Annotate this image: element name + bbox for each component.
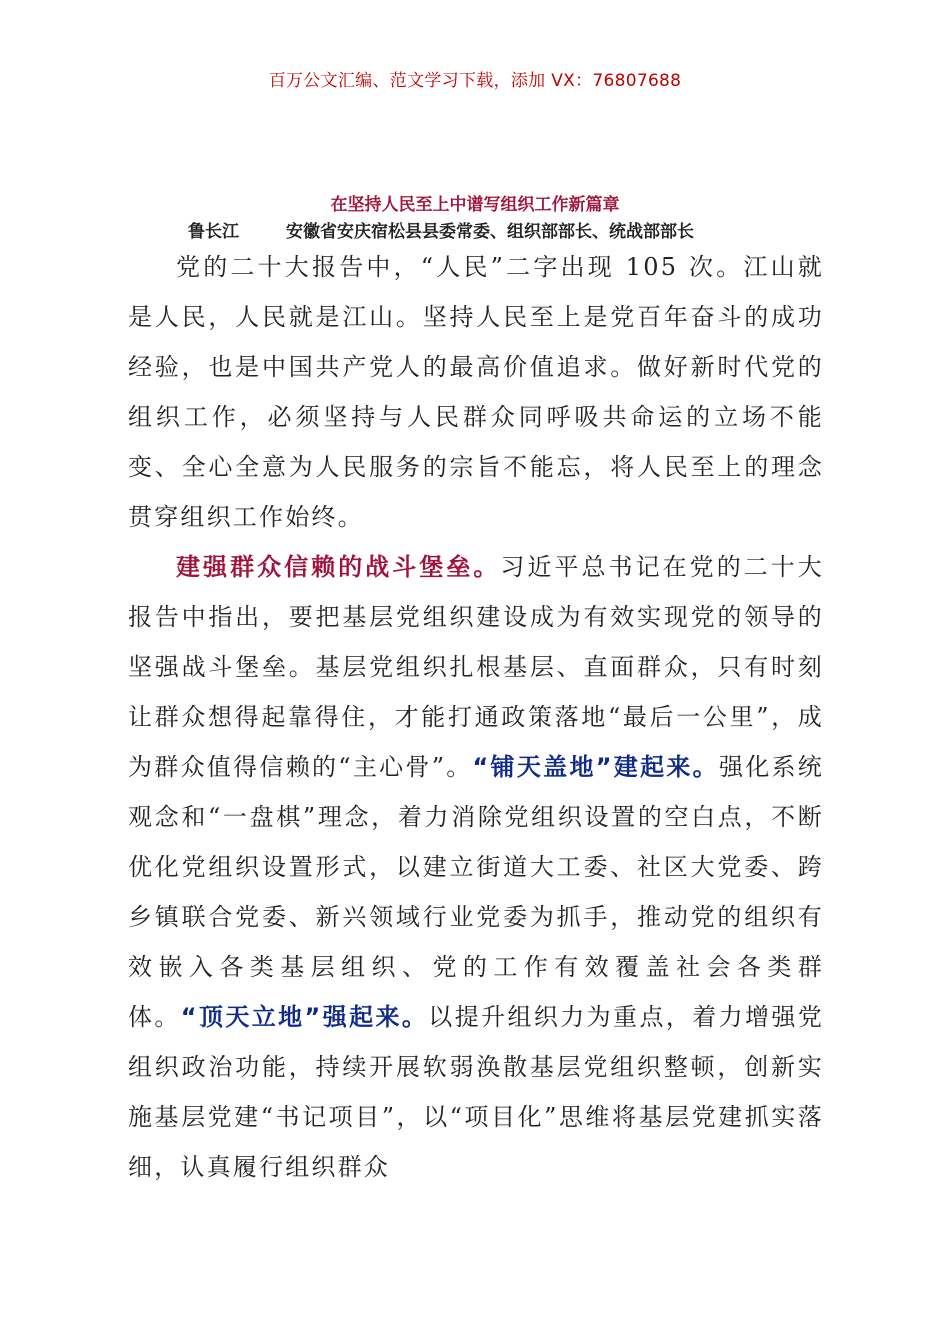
article-title: 在坚持人民至上中谱写组织工作新篇章	[330, 195, 620, 215]
paragraph-section-1	[128, 542, 824, 1192]
watermark-header: 百万公文汇编、范文学习下载，添加 VX：76807688	[268, 71, 682, 91]
article-body	[128, 242, 824, 1192]
author-position: 安徽省安庆宿松县县委常委、组织部部长、统战部部长	[286, 222, 694, 242]
section-heading: 建强群众信赖的战斗堡垒。	[176, 553, 501, 581]
section-text: 习近平总书记在党的二十大报告中指出，要把基层党组织建设成为有效实现党的领导的坚强战斗堡垒。基层党组织扎根基层、直面群众，只有时刻让群众想得起靠得住，才能打通政策落地“最后一公里”，成为群众值得信赖的“主心骨”。	[128, 553, 824, 781]
subheading-2-text: 以提升组织力为重点，着力增强党组织政治功能，持续开展软弱涣散基层党组织整顿，创新实施基层党建“书记项目”，以“项目化”思维将基层党建抓实落细，认真履行组织群众	[128, 1003, 825, 1181]
author-name: 鲁长江	[188, 222, 239, 242]
subheading-2: “顶天立地”强起来。	[180, 1003, 429, 1031]
subheading-1: “铺天盖地”建起来。	[472, 753, 719, 781]
subheading-1-text: 强化系统观念和“一盘棋”理念，着力消除党组织设置的空白点，不断优化党组织设置形式，以建立街道大工委、社区大党委、跨乡镇联合党委、新兴领域行业党委为抓手，推动党的组织有效嵌入各类基层组织、党的工作有效覆盖社会各类群体。	[128, 753, 824, 1031]
paragraph-intro: 党的二十大报告中，“人民”二字出现 105 次。江山就是人民，人民就是江山。坚持人民至上是党百年奋斗的成功经验，也是中国共产党人的最高价值追求。做好新时代党的组织工作，必须坚持与人民群众同呼吸共命运的立场不能变、全心全意为人民服务的宗旨不能忘，将人民至上的理念贯穿组织工作始终。	[128, 253, 824, 531]
author-line	[188, 217, 888, 242]
